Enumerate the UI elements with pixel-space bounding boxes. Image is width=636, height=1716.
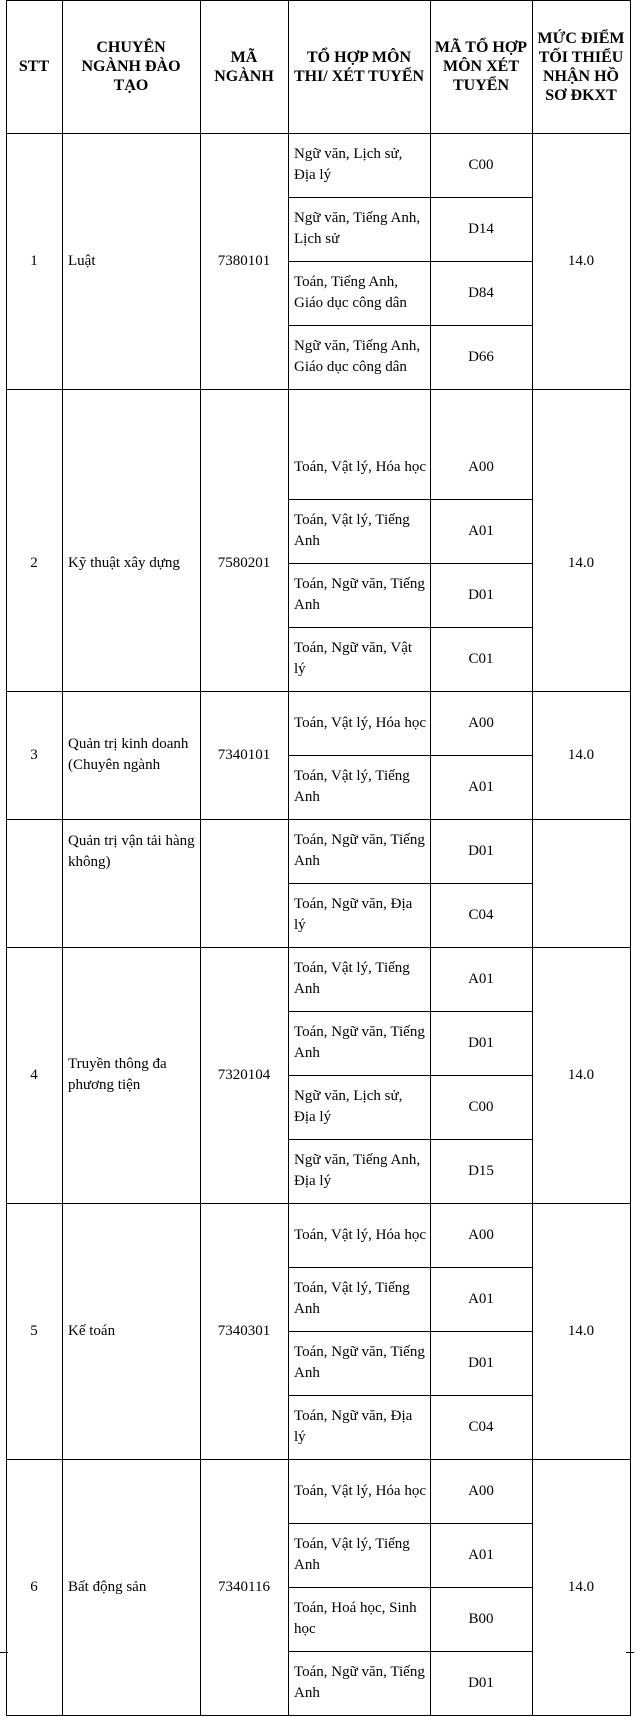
combo-subjects-text: Toán, Ngữ văn, Vật lý xyxy=(294,640,413,677)
row-major-text: Kế toán xyxy=(68,1322,116,1339)
combo-code xyxy=(430,261,532,325)
combo-code-text: D01 xyxy=(468,1034,494,1051)
combo-code xyxy=(430,133,532,197)
combo-subjects xyxy=(288,627,430,691)
combo-subjects-text: Ngữ văn, Lịch sử, Địa lý xyxy=(294,146,403,183)
combo-code-text: A00 xyxy=(468,714,494,731)
combo-code-text: D14 xyxy=(468,220,494,237)
row-major xyxy=(62,133,200,389)
header-code xyxy=(200,0,288,133)
combo-code xyxy=(430,1331,532,1395)
row-major xyxy=(62,947,200,1203)
row-stt xyxy=(6,1203,62,1459)
combo-subjects-text: Toán, Ngữ văn, Tiếng Anh xyxy=(294,576,425,613)
combo-code xyxy=(430,1459,532,1523)
row-stt xyxy=(6,1459,62,1715)
combo-subjects xyxy=(288,1459,430,1523)
row-major xyxy=(62,1203,200,1459)
header-stt xyxy=(6,0,62,133)
header-code-text: MÃ NGÀNH xyxy=(214,48,274,85)
combo-subjects xyxy=(288,197,430,261)
combo-subjects-text: Toán, Vật lý, Tiếng Anh xyxy=(294,1280,410,1317)
row-code-text: 7340116 xyxy=(218,1578,270,1595)
combo-subjects xyxy=(288,1651,430,1715)
combo-subjects-text: Toán, Vật lý, Hóa học xyxy=(294,714,426,731)
row-stt-text: 3 xyxy=(30,746,38,763)
sub-row-divider xyxy=(288,1523,532,1524)
row-code xyxy=(200,1203,288,1459)
combo-code xyxy=(430,883,532,947)
header-combo-code xyxy=(430,0,532,133)
row-major-text: Bất động sản xyxy=(68,1578,147,1595)
row-score-text: 14.0 xyxy=(567,554,595,571)
combo-subjects xyxy=(288,133,430,197)
edge-mark xyxy=(0,1652,8,1653)
row-code-text: 7580201 xyxy=(217,554,271,571)
row-code-text: 7340101 xyxy=(217,746,271,763)
combo-code xyxy=(430,947,532,1011)
row-score xyxy=(532,1459,630,1715)
combo-code-text: D66 xyxy=(468,348,494,365)
combo-code xyxy=(430,1075,532,1139)
page-break-rule xyxy=(6,819,630,820)
sub-row-divider xyxy=(288,755,532,756)
combo-subjects xyxy=(288,1139,430,1203)
table-top-rule xyxy=(6,0,631,1)
combo-subjects-text: Ngữ văn, Tiếng Anh, Địa lý xyxy=(294,1152,421,1189)
sub-row-divider xyxy=(288,883,532,884)
combo-subjects-text: Toán, Vật lý, Hóa học xyxy=(294,458,426,475)
column-rule xyxy=(430,0,431,1716)
combo-subjects-text: Toán, Ngữ văn, Tiếng Anh xyxy=(294,832,425,869)
row-stt-text: 5 xyxy=(30,1322,38,1339)
combo-subjects-text: Toán, Vật lý, Tiếng Anh xyxy=(294,1536,410,1573)
combo-subjects xyxy=(288,1267,430,1331)
row-major xyxy=(62,691,200,819)
combo-code-text: C04 xyxy=(468,906,494,923)
combo-subjects xyxy=(288,691,430,755)
row-code-text: 7340301 xyxy=(217,1322,271,1339)
combo-code-text: A00 xyxy=(468,458,494,475)
header-major-text: CHUYÊN NGÀNH ĐÀO TẠO xyxy=(81,39,181,94)
combo-subjects-text: Toán, Vật lý, Tiếng Anh xyxy=(294,512,410,549)
combo-code xyxy=(430,691,532,755)
combo-code-text: D84 xyxy=(468,284,494,301)
row-major-text: Kỹ thuật xây dựng xyxy=(68,554,180,571)
combo-subjects-text: Ngữ văn, Lịch sử, Địa lý xyxy=(294,1088,403,1125)
sub-row-divider xyxy=(288,1587,532,1588)
combo-subjects-text: Toán, Ngữ văn, Địa lý xyxy=(294,1408,413,1445)
combo-subjects xyxy=(288,819,430,883)
combo-code-text: A01 xyxy=(468,778,494,795)
sub-row-divider xyxy=(288,1011,532,1012)
combo-code-text: A01 xyxy=(468,522,494,539)
combo-code xyxy=(430,197,532,261)
row-code-text: 7320104 xyxy=(217,1066,271,1083)
combo-code-text: D01 xyxy=(468,586,494,603)
sub-row-divider xyxy=(288,1139,532,1140)
row-score-text: 14.0 xyxy=(567,252,595,269)
combo-code xyxy=(430,819,532,883)
row-score-text: 14.0 xyxy=(567,746,595,763)
combo-code-text: C01 xyxy=(468,650,494,667)
row-stt-text: 6 xyxy=(30,1578,38,1595)
column-rule xyxy=(288,0,289,1716)
combo-subjects-text: Ngữ văn, Tiếng Anh, Giáo dục công dân xyxy=(294,338,421,375)
row-stt-text: 1 xyxy=(30,252,38,269)
sub-row-divider xyxy=(288,261,532,262)
row-stt-text: 4 xyxy=(30,1066,38,1083)
combo-subjects-text: Toán, Vật lý, Tiếng Anh xyxy=(294,768,410,805)
row-code xyxy=(200,133,288,389)
header-rule xyxy=(6,133,631,134)
combo-subjects xyxy=(288,883,430,947)
admission-table xyxy=(6,0,630,1716)
row-code xyxy=(200,691,288,819)
column-rule xyxy=(6,0,7,1716)
combo-code xyxy=(430,1011,532,1075)
combo-subjects xyxy=(288,1587,430,1651)
row-stt-text: 2 xyxy=(30,554,38,571)
row-score-text: 14.0 xyxy=(567,1578,595,1595)
combo-subjects xyxy=(288,1075,430,1139)
combo-subjects xyxy=(288,755,430,819)
combo-code xyxy=(430,1651,532,1715)
row-score-text: 14.0 xyxy=(567,1066,595,1083)
combo-subjects xyxy=(288,499,430,563)
row-score xyxy=(532,691,630,819)
header-min-score-text: MỨC ĐIỂM TỐI THIỂU NHẬN HỒ SƠ ĐKXT xyxy=(537,29,625,104)
combo-code-text: D01 xyxy=(468,1354,494,1371)
combo-code xyxy=(430,499,532,563)
row-major-text: Luật xyxy=(68,252,96,269)
row-major-text: Truyền thông đa phương tiện xyxy=(68,1056,167,1093)
column-rule xyxy=(630,0,631,1716)
combo-code-text: A01 xyxy=(468,1546,494,1563)
combo-code xyxy=(430,1203,532,1267)
combo-subjects-text: Toán, Vật lý, Hóa học xyxy=(294,1226,426,1243)
row-major-text: Quản trị kinh doanh (Chuyên ngành xyxy=(68,736,189,773)
row-major-cont-text: Quản trị vận tải hàng không) xyxy=(68,833,195,870)
combo-code xyxy=(430,325,532,389)
combo-subjects xyxy=(288,1395,430,1459)
row-code xyxy=(200,435,288,691)
row-stt xyxy=(6,947,62,1203)
sub-row-divider xyxy=(288,197,532,198)
sub-row-divider xyxy=(288,563,532,564)
combo-subjects-text: Toán, Ngữ văn, Tiếng Anh xyxy=(294,1344,425,1381)
row-major xyxy=(62,435,200,691)
combo-code-text: D15 xyxy=(468,1162,494,1179)
row-score-text: 14.0 xyxy=(567,1322,595,1339)
combo-subjects-text: Toán, Ngữ văn, Tiếng Anh xyxy=(294,1664,425,1701)
sub-row-divider xyxy=(288,1075,532,1076)
combo-code-text: A00 xyxy=(468,1226,494,1243)
combo-code-text: A00 xyxy=(468,1482,494,1499)
sub-row-divider xyxy=(288,1395,532,1396)
header-combo-text: TỔ HỢP MÔN THI/ XÉT TUYỂN xyxy=(293,48,425,85)
row-major-cont xyxy=(62,819,200,947)
combo-code xyxy=(430,755,532,819)
combo-subjects-text: Toán, Hoá học, Sinh học xyxy=(294,1600,417,1637)
row-score xyxy=(532,1203,630,1459)
combo-subjects xyxy=(288,1011,430,1075)
row-major xyxy=(62,1459,200,1715)
combo-code-text: C00 xyxy=(468,1098,494,1115)
combo-code xyxy=(430,563,532,627)
combo-code-text: C00 xyxy=(468,156,494,173)
combo-code-text: A01 xyxy=(468,970,494,987)
sub-row-divider xyxy=(288,325,532,326)
combo-subjects-text: Ngữ văn, Tiếng Anh, Lịch sử xyxy=(294,210,421,247)
header-min-score xyxy=(532,0,630,133)
header-combo-code-text: MÃ TỔ HỢP MÔN XÉT TUYỂN xyxy=(434,39,528,94)
combo-subjects-text: Toán, Vật lý, Tiếng Anh xyxy=(294,960,410,997)
combo-code xyxy=(430,435,532,499)
combo-code-text: D01 xyxy=(468,842,494,859)
row-score xyxy=(532,435,630,691)
row-code-text: 7380101 xyxy=(217,252,271,269)
row-score xyxy=(532,133,630,389)
combo-code-text: D01 xyxy=(468,1674,494,1691)
combo-code xyxy=(430,1587,532,1651)
column-rule xyxy=(62,0,63,1716)
column-rule xyxy=(200,0,201,1716)
combo-subjects xyxy=(288,1203,430,1267)
header-combo xyxy=(288,0,430,133)
combo-code xyxy=(430,1395,532,1459)
row-code xyxy=(200,1459,288,1715)
combo-subjects xyxy=(288,325,430,389)
combo-code-text: B00 xyxy=(468,1610,494,1627)
combo-subjects-text: Toán, Tiếng Anh, Giáo dục công dân xyxy=(294,274,407,311)
combo-code-text: C04 xyxy=(468,1418,494,1435)
combo-subjects xyxy=(288,947,430,1011)
sub-row-divider xyxy=(288,1331,532,1332)
row-stt xyxy=(6,133,62,389)
combo-code xyxy=(430,1139,532,1203)
combo-code xyxy=(430,1523,532,1587)
row-score xyxy=(532,947,630,1203)
combo-subjects xyxy=(288,435,430,499)
row-stt xyxy=(6,435,62,691)
header-major xyxy=(62,0,200,133)
sub-row-divider xyxy=(288,499,532,500)
combo-subjects-text: Toán, Ngữ văn, Địa lý xyxy=(294,896,413,933)
combo-subjects xyxy=(288,1331,430,1395)
combo-code xyxy=(430,1267,532,1331)
column-rule xyxy=(532,0,533,1716)
combo-subjects xyxy=(288,563,430,627)
sub-row-divider xyxy=(288,627,532,628)
combo-subjects xyxy=(288,1523,430,1587)
combo-subjects xyxy=(288,261,430,325)
header-stt-text: STT xyxy=(18,58,50,75)
row-code xyxy=(200,947,288,1203)
combo-code xyxy=(430,627,532,691)
sub-row-divider xyxy=(288,1267,532,1268)
edge-mark xyxy=(626,1652,634,1653)
row-stt xyxy=(6,691,62,819)
combo-code-text: A01 xyxy=(468,1290,494,1307)
sub-row-divider xyxy=(288,1651,532,1652)
combo-subjects-text: Toán, Ngữ văn, Tiếng Anh xyxy=(294,1024,425,1061)
group-divider xyxy=(6,389,630,390)
combo-subjects-text: Toán, Vật lý, Hóa học xyxy=(294,1482,426,1499)
